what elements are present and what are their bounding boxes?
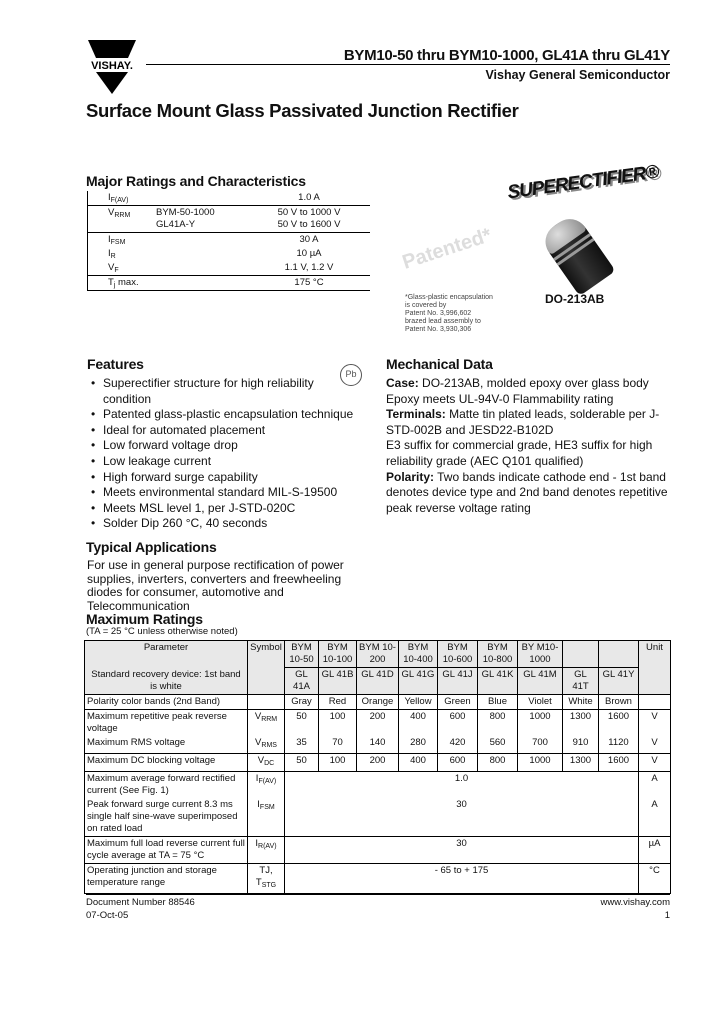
rating-subscript: RRM	[114, 212, 131, 219]
polarity-color: Blue	[478, 695, 518, 710]
parameter-symbol	[248, 710, 285, 737]
table-row	[85, 772, 671, 799]
rating-value-line: 50 V to 1000 V	[277, 207, 341, 218]
parameter-symbol	[248, 736, 285, 754]
footer-rule	[86, 894, 670, 895]
package-label: DO-213AB	[545, 292, 605, 306]
patented-watermark: Patented*	[399, 224, 495, 274]
parameter-symbol	[248, 837, 285, 864]
parameter-value: 30	[285, 837, 639, 864]
part-number-bym: BYM 10-400	[399, 641, 438, 668]
feature-item: • High forward surge capability	[88, 470, 368, 486]
mechanical-label: Polarity:	[386, 469, 435, 484]
parameter-value: 1300	[563, 710, 599, 737]
rating-symbol: I	[108, 192, 111, 203]
rating-subscript: j	[113, 282, 116, 289]
header-rule	[146, 64, 670, 65]
product-image	[395, 161, 665, 338]
parameter-value: 35	[285, 736, 319, 754]
rating-symbol	[88, 192, 156, 204]
parameter-subscript: STG	[261, 882, 277, 889]
part-number-gl: GL 41K	[478, 668, 518, 695]
rating-value	[248, 192, 370, 204]
parameter-value: 100	[319, 754, 357, 772]
parameter-subscript: DC	[264, 760, 275, 767]
maximum-ratings-note: (TA = 25 °C unless otherwise noted)	[86, 626, 238, 637]
header-row-gl	[85, 668, 671, 695]
part-number-gl: GL 41G	[399, 668, 438, 695]
mechanical-paragraph	[386, 376, 676, 392]
rating-condition	[156, 277, 248, 289]
rating-value-line: 1.1 V, 1.2 V	[284, 262, 334, 273]
parameter-symbol: V	[255, 737, 262, 748]
polarity-color: Violet	[518, 695, 563, 710]
table-row	[85, 837, 671, 864]
feature-item: • Superectifier structure for high reliability condition	[88, 376, 328, 407]
feature-item: • Low forward voltage drop	[88, 438, 368, 454]
part-number-bym: BYM 10-50	[285, 641, 319, 668]
polarity-color: Brown	[599, 695, 639, 710]
parameter-unit: V	[639, 710, 671, 737]
table-row	[85, 754, 671, 772]
parameter-value: 400	[399, 710, 438, 737]
rating-value	[248, 248, 370, 260]
parameter-value: 70	[319, 736, 357, 754]
part-number-bym: BYM 10-600	[438, 641, 478, 668]
rating-value	[248, 277, 370, 289]
parameter-symbol	[248, 798, 285, 837]
polarity-color: Green	[438, 695, 478, 710]
part-number-bym	[563, 641, 599, 668]
parameter-name: Maximum full load reverse current full cycle average at TA = 75 °C	[85, 837, 248, 864]
column-header-parameter: Parameter	[85, 641, 248, 668]
feature-item: • Solder Dip 260 °C, 40 seconds	[88, 516, 368, 532]
parameter-value: 200	[357, 710, 399, 737]
rating-symbol	[88, 207, 156, 231]
rating-condition	[156, 262, 248, 274]
parameter-name: Maximum repetitive peak reverse voltage	[85, 710, 248, 737]
mechanical-text: E3 suffix for commercial grade, HE3 suffix for high reliability grade (AEC Q101 qualified)	[386, 438, 653, 468]
table-row	[85, 798, 671, 837]
parameter-value: 100	[319, 710, 357, 737]
parameter-value: 600	[438, 754, 478, 772]
rating-condition	[156, 192, 248, 204]
patent-note-line: Patent No. 3,996,602	[405, 310, 472, 317]
parameter-subscript: RRM	[261, 716, 278, 723]
typical-applications-heading: Typical Applications	[86, 539, 217, 555]
diode-package-image	[538, 212, 615, 296]
rating-row	[88, 261, 370, 276]
rating-symbol: V	[108, 207, 115, 218]
rating-condition-line	[156, 277, 248, 289]
polarity-color: White	[563, 695, 599, 710]
typical-applications-text: For use in general purpose rectification of power supplies, inverters, converters and freewheeling diodes for consumer, automotive and Telecommunication	[87, 558, 344, 613]
document-date: 07-Oct-05	[86, 910, 129, 921]
parameter-symbol: I	[255, 773, 259, 784]
feature-item: • Patented glass-plastic encapsulation technique	[88, 407, 368, 423]
parameter-unit: °C	[639, 864, 671, 894]
mechanical-text: Epoxy meets UL-94V-0 Flammability rating	[386, 391, 614, 406]
header-row-bym	[85, 641, 671, 668]
polarity-symbol	[248, 695, 285, 710]
parameter-value: 50	[285, 710, 319, 737]
vishay-logo	[84, 38, 140, 94]
parameter-name: Maximum average forward rectified current (See Fig. 1)	[85, 772, 248, 799]
svg-text:VISHAY.: VISHAY.	[91, 60, 133, 72]
parameter-symbol: TJ, T	[255, 865, 273, 888]
parameter-unit: A	[639, 798, 671, 837]
part-number-gl: GL 41D	[357, 668, 399, 695]
rating-symbol: T	[108, 277, 114, 288]
parameter-value: 1300	[563, 754, 599, 772]
table-row	[85, 736, 671, 754]
patent-note-line: Patent No. 3,930,306	[405, 326, 472, 333]
website-link[interactable]: www.vishay.com	[600, 897, 670, 908]
mechanical-label: Case:	[386, 376, 419, 390]
page-title: Surface Mount Glass Passivated Junction Rectifier	[86, 100, 519, 121]
rating-value-line: 1.0 A	[298, 192, 320, 203]
rating-row	[88, 206, 370, 233]
part-number-gl: GL 41Y	[599, 668, 639, 695]
mechanical-paragraph	[386, 470, 676, 517]
page-number: 1	[664, 910, 670, 921]
mechanical-paragraph	[386, 438, 676, 469]
parameter-value: 1.0	[285, 772, 639, 799]
features-heading: Features	[87, 356, 144, 372]
mechanical-text: Two bands indicate cathode end - 1st band denotes device type and 2nd band denotes repetitive peak reverse voltage rating	[386, 469, 668, 515]
maximum-ratings-table	[84, 640, 671, 894]
rating-value-line: 30 A	[299, 234, 319, 245]
parameter-subscript: FSM	[259, 804, 275, 811]
rating-subscript: F(AV)	[110, 197, 129, 204]
parameter-unit: A	[639, 772, 671, 799]
parameter-value: 200	[357, 754, 399, 772]
parameter-name: Maximum RMS voltage	[85, 736, 248, 754]
feature-item: • Meets environmental standard MIL-S-19500	[88, 485, 368, 501]
part-number-gl: GL 41M	[518, 668, 563, 695]
parameter-value: 1000	[518, 754, 563, 772]
document-subtitle: Vishay General Semiconductor	[485, 68, 670, 82]
parameter-value: 1000	[518, 710, 563, 737]
parameter-symbol: I	[257, 799, 260, 810]
rating-symbol: I	[108, 248, 111, 259]
parameter-value: - 65 to + 175	[285, 864, 639, 894]
polarity-unit	[639, 695, 671, 710]
rating-value	[248, 262, 370, 274]
part-number-bym	[599, 641, 639, 668]
mechanical-label: Terminals:	[386, 407, 446, 422]
parameter-value: 1120	[599, 736, 639, 754]
polarity-row	[85, 695, 671, 710]
rating-symbol	[88, 248, 156, 260]
rating-value-line: 50 V to 1600 V	[277, 219, 341, 230]
patent-note-line: is covered by	[405, 302, 447, 309]
mechanical-text: DO-213AB, molded epoxy over glass body	[418, 376, 649, 390]
rating-subscript: FSM	[110, 239, 126, 246]
column-header-symbol: Symbol	[248, 641, 285, 695]
rating-row	[88, 276, 370, 291]
parameter-value: 800	[478, 754, 518, 772]
parameter-subscript: R(AV)	[258, 843, 277, 850]
rating-value	[248, 207, 370, 231]
parameter-value: 280	[399, 736, 438, 754]
polarity-color: Gray	[285, 695, 319, 710]
part-number-bym: BY M10-1000	[518, 641, 563, 668]
parameter-symbol: I	[255, 838, 259, 849]
pb-text: Pb	[345, 369, 357, 379]
parameter-subscript: F(AV)	[258, 778, 277, 785]
rating-condition	[156, 248, 248, 260]
parameter-value: 800	[478, 710, 518, 737]
parameter-value: 50	[285, 754, 319, 772]
rating-row	[88, 191, 370, 206]
mechanical-paragraph	[386, 392, 676, 408]
features-list	[88, 376, 368, 532]
parameter-name: Operating junction and storage temperature range	[85, 864, 248, 894]
column-header-unit: Unit	[639, 641, 671, 695]
rating-condition-line	[156, 192, 248, 204]
parameter-value: 560	[478, 736, 518, 754]
part-number-gl: GL 41A	[285, 668, 319, 695]
rating-value-line: 175 °C	[294, 277, 324, 288]
mechanical-data-text	[386, 376, 676, 516]
standard-recovery-note: Standard recovery device: 1st band is white	[85, 668, 248, 695]
rating-row	[88, 233, 370, 247]
polarity-color: Red	[319, 695, 357, 710]
rating-condition	[156, 207, 248, 231]
rating-value-line: 10 µA	[296, 248, 322, 259]
parameter-value: 700	[518, 736, 563, 754]
parameter-symbol	[248, 772, 285, 799]
major-ratings-heading: Major Ratings and Characteristics	[86, 173, 306, 189]
rating-subscript: F	[114, 267, 119, 274]
parameter-symbol: V	[254, 711, 262, 722]
parameter-symbol	[248, 864, 285, 894]
rating-symbol: I	[108, 234, 111, 245]
parameter-value: 140	[357, 736, 399, 754]
parameter-value: 400	[399, 754, 438, 772]
part-number-gl: GL 41B	[319, 668, 357, 695]
feature-item: • Low leakage current	[88, 454, 368, 470]
rating-value	[248, 234, 370, 246]
parameter-value: 1600	[599, 710, 639, 737]
part-number-gl: GL 41J	[438, 668, 478, 695]
mechanical-paragraph	[386, 407, 676, 438]
parameter-name: Maximum DC blocking voltage	[85, 754, 248, 772]
part-number-bym: BYM 10-800	[478, 641, 518, 668]
rating-symbol	[88, 234, 156, 246]
parameter-value: 600	[438, 710, 478, 737]
part-number-bym: BYM 10-200	[357, 641, 399, 668]
polarity-color: Yellow	[399, 695, 438, 710]
patent-note-line: *Glass-plastic encapsulation	[405, 294, 493, 301]
parameter-unit: µA	[639, 837, 671, 864]
parameter-value: 420	[438, 736, 478, 754]
rating-condition-line	[156, 248, 248, 260]
parameter-value: 910	[563, 736, 599, 754]
rating-condition-line: BYM-50-1000	[156, 207, 215, 218]
rating-subscript: R	[110, 253, 116, 260]
polarity-color: Orange	[357, 695, 399, 710]
parameter-symbol	[248, 754, 285, 772]
table-row	[85, 710, 671, 737]
polarity-label: Polarity color bands (2nd Band)	[85, 695, 248, 710]
document-number: Document Number 88546	[86, 897, 195, 908]
rating-symbol-suffix: max.	[115, 277, 139, 288]
part-number-gl: GL 41T	[563, 668, 599, 695]
parameter-name: Peak forward surge current 8.3 ms single half sine-wave superimposed on rated load	[85, 798, 248, 837]
rating-symbol: V	[108, 262, 115, 273]
superectifier-logo: SUPERECTIFIER®	[506, 161, 660, 204]
rating-symbol	[88, 277, 156, 289]
maximum-ratings-heading: Maximum Ratings	[86, 611, 203, 627]
mechanical-data-heading: Mechanical Data	[386, 356, 493, 372]
feature-item: • Ideal for automated placement	[88, 423, 368, 439]
mechanical-text: Matte tin plated leads, solderable per J-STD-002B and JESD22-B102D	[386, 407, 660, 437]
parameter-value: 1600	[599, 754, 639, 772]
feature-item: • Meets MSL level 1, per J-STD-020C	[88, 501, 368, 517]
part-number-bym: BYM 10-100	[319, 641, 357, 668]
parameter-subscript: RMS	[261, 742, 277, 749]
parameter-value: 30	[285, 798, 639, 837]
rating-condition	[156, 234, 248, 246]
major-ratings-table	[87, 191, 370, 291]
rating-row	[88, 247, 370, 261]
document-title: BYM10-50 thru BYM10-1000, GL41A thru GL41Y	[343, 47, 670, 64]
parameter-unit: V	[639, 736, 671, 754]
parameter-unit: V	[639, 754, 671, 772]
parameter-symbol: V	[257, 755, 265, 766]
table-row	[85, 864, 671, 894]
patent-note-line: brazed lead assembly to	[405, 318, 481, 325]
rating-symbol	[88, 262, 156, 274]
rating-condition-line	[156, 234, 248, 246]
rating-condition-line	[156, 262, 248, 274]
patent-note	[405, 294, 493, 334]
rating-condition-line: GL41A-Y	[156, 219, 196, 230]
